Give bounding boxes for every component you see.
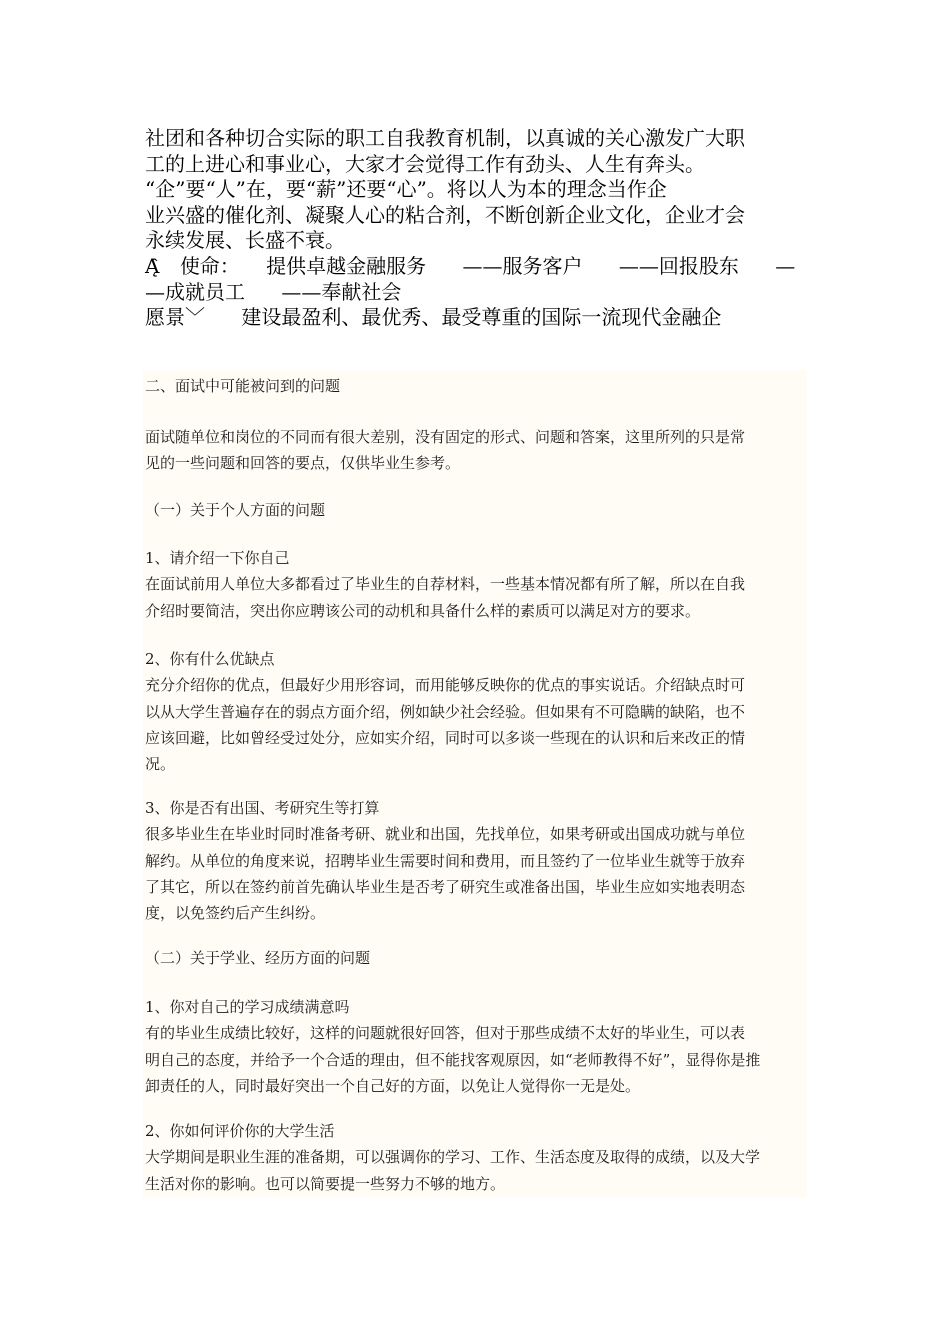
paragraph-line: “企”要“人”在，要“薪”还要“心”。将以人为本的理念当作企 bbox=[145, 177, 667, 202]
mission-item: ——奉献社会 bbox=[281, 279, 402, 304]
paragraph-line: 社团和各种切合实际的职工自我教育机制，以真诚的关心激发广大职 bbox=[145, 126, 745, 150]
mission-line bbox=[145, 254, 815, 280]
question-body: 以从大学生普遍存在的弱点方面介绍，例如缺少社会经验。但如果有不可隐瞒的缺陷，也不 bbox=[145, 702, 746, 721]
mission-item: —成就员工 bbox=[145, 279, 245, 304]
question-title: 2、你如何评价你的大学生活 bbox=[145, 1122, 335, 1140]
question-body: 大学期间是职业生涯的准备期，可以强调你的学习、工作、生活态度及取得的成绩，以及大学 bbox=[145, 1148, 761, 1167]
mission-content: 提供卓越金融服务 bbox=[266, 253, 427, 278]
bullet-icon: ﹀ bbox=[185, 305, 205, 330]
question-block bbox=[145, 994, 815, 1099]
question-block bbox=[145, 1118, 815, 1197]
question-title: 1、请介绍一下你自己 bbox=[145, 549, 290, 567]
bullet-icon: Ą̂ bbox=[145, 253, 160, 278]
question-body: 了其它，所以在签约前首先确认毕业生是否考了研究生或准备出国，毕业生应如实地表明态 bbox=[145, 877, 746, 896]
question-block bbox=[145, 795, 815, 926]
question-title: 3、你是否有出国、考研究生等打算 bbox=[145, 799, 380, 817]
group-title: （二）关于学业、经历方面的问题 bbox=[145, 949, 371, 967]
question-title: 2、你有什么优缺点 bbox=[145, 650, 275, 668]
top-section bbox=[145, 126, 815, 331]
question-body: 有的毕业生成绩比较好，这样的问题就很好回答，但对于那些成绩不太好的毕业生，可以表 bbox=[145, 1024, 746, 1043]
question-body: 充分介绍你的优点，但最好少用形容词，而用能够反映你的优点的事实说话。介绍缺点时可 bbox=[145, 676, 746, 695]
question-body: 很多毕业生在毕业时同时准备考研、就业和出国，先找单位，如果考研或出国成功就与单位 bbox=[145, 825, 746, 844]
question-body: 解约。从单位的角度来说，招聘毕业生需要时间和费用，而且签约了一位毕业生就等于放弃 bbox=[145, 851, 746, 870]
question-block bbox=[145, 545, 815, 624]
question-title: 1、你对自己的学习成绩满意吗 bbox=[145, 998, 350, 1016]
intro-paragraph: 面试随单位和岗位的不同而有很大差别，没有固定的形式、问题和答案，这里所列的只是常 见的一些问题和回答的要点，仅供毕业生参考。 bbox=[145, 428, 746, 473]
mission-line-2 bbox=[145, 280, 815, 306]
question-body: 卸责任的人，同时最好突出一个自己好的方面，以免让人觉得你一无是处。 bbox=[145, 1076, 641, 1095]
vision-label: 愿景 bbox=[145, 305, 185, 330]
mission-item: — bbox=[775, 253, 796, 278]
mission-item: ——回报股东 bbox=[618, 253, 739, 278]
question-body: 介绍时要简洁，突出你应聘该公司的动机和具备什么样的素质可以满足对方的要求。 bbox=[145, 601, 701, 620]
mission-label: 使命： bbox=[179, 253, 240, 278]
group-title: （一）关于个人方面的问题 bbox=[145, 501, 326, 519]
mission-item: ——服务客户 bbox=[462, 253, 583, 278]
question-body: 在面试前用人单位大多都看过了毕业生的自荐材料，一些基本情况都有所了解，所以在自我 bbox=[145, 575, 746, 594]
question-body: 生活对你的影响。也可以简要提一些努力不够的地方。 bbox=[145, 1174, 506, 1193]
paragraph-line: 工的上进心和事业心，大家才会觉得工作有劲头、人生有奔头。 bbox=[145, 151, 705, 176]
paragraph-line: 业兴盛的催化剂、凝聚人心的粘合剂，不断创新企业文化，企业才会 bbox=[145, 202, 745, 227]
question-body: 况。 bbox=[145, 755, 176, 774]
question-body: 应该回避，比如曾经受过处分，应如实介绍，同时可以多谈一些现在的认识和后来改正的情 bbox=[145, 728, 746, 747]
vision-content: 建设最盈利、最优秀、最受尊重的国际一流现代金融企 bbox=[241, 305, 722, 330]
question-block bbox=[145, 646, 815, 777]
paragraph-line: 永续发展、长盛不衰。 bbox=[145, 228, 345, 253]
question-body: 明自己的态度，并给予一个合适的理由，但不能找客观原因，如“老师教得不好”，显得你是推 bbox=[145, 1050, 761, 1069]
vision-line bbox=[145, 305, 815, 331]
question-body: 度，以免签约后产生纠纷。 bbox=[145, 904, 326, 923]
section-title: 二、面试中可能被问到的问题 bbox=[145, 377, 341, 395]
